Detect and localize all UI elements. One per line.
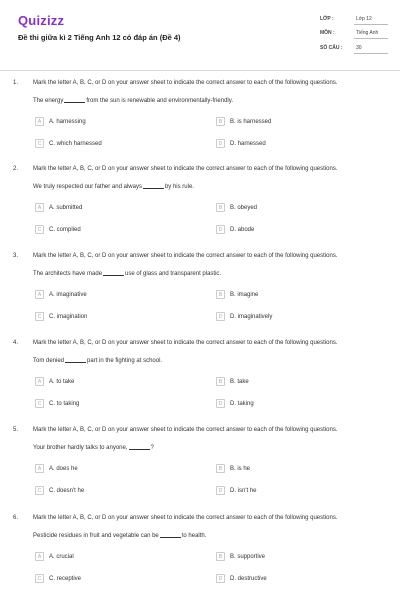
answer-option[interactable] — [216, 574, 267, 583]
option-text: D. destructive — [230, 575, 267, 582]
question-5 — [0, 427, 400, 513]
option-text: B. is harnessed — [230, 118, 272, 125]
option-letter-box[interactable]: B — [216, 117, 225, 126]
question-text — [33, 533, 206, 539]
option-text: B. imagine — [230, 291, 259, 298]
header-divider — [0, 70, 400, 71]
question-number: 2. — [13, 166, 19, 172]
question-text-after: by his rule. — [164, 184, 194, 190]
answer-blank — [143, 188, 164, 189]
option-letter-box[interactable]: D — [216, 312, 225, 321]
option-text: A. harnessing — [49, 118, 86, 125]
option-text: D. taking — [230, 400, 254, 407]
answer-option[interactable] — [35, 399, 79, 408]
answer-option[interactable] — [35, 552, 74, 561]
meta-underline — [354, 38, 388, 39]
question-text-after: part in the fighting at school. — [87, 358, 163, 364]
meta-label: MÔN : — [320, 30, 335, 36]
quizizz-logo: Quizizz — [18, 13, 65, 28]
answer-option[interactable] — [35, 464, 78, 473]
question-number: 4. — [13, 340, 19, 346]
option-text: D. abode — [230, 226, 255, 233]
answer-option[interactable] — [35, 312, 87, 321]
question-1 — [0, 80, 400, 166]
question-text-before: The architects have made — [33, 271, 103, 277]
option-text: C. to taking — [49, 400, 80, 407]
option-letter-box[interactable]: B — [216, 290, 225, 299]
answer-option[interactable] — [35, 203, 82, 212]
option-text: B. take — [230, 378, 249, 385]
question-text — [33, 358, 162, 364]
question-text-before: Tom denied — [33, 358, 65, 364]
option-text: A. imaginative — [49, 291, 87, 298]
answer-option[interactable] — [216, 203, 257, 212]
meta-value: Tiếng Anh — [356, 30, 379, 36]
meta-underline — [354, 53, 388, 54]
question-number: 1. — [13, 80, 19, 86]
question-instruction: Mark the letter A, B, C, or D on your answer sheet to indicate the correct answer to each of the following questions. — [33, 427, 338, 433]
option-letter-box[interactable]: A — [35, 552, 44, 561]
meta-question-count — [320, 42, 390, 55]
answer-option[interactable] — [35, 377, 74, 386]
option-letter-box[interactable]: D — [216, 486, 225, 495]
question-number: 6. — [13, 515, 19, 521]
question-text-before: Your brother hardly talks to anyone, — [33, 445, 128, 451]
question-instruction: Mark the letter A, B, C, or D on your answer sheet to indicate the correct answer to each of the following questions. — [33, 340, 338, 346]
meta-subject — [320, 27, 390, 40]
question-instruction: Mark the letter A, B, C, or D on your answer sheet to indicate the correct answer to each of the following questions. — [33, 80, 338, 86]
option-text: A. to take — [49, 378, 75, 385]
question-text-before: The energy — [33, 98, 64, 104]
question-text-after: to health. — [181, 533, 207, 539]
meta-label: LỚP : — [320, 16, 334, 22]
option-text: B. obeyed — [230, 204, 258, 211]
option-text: D. isn't he — [230, 487, 257, 494]
answer-option[interactable] — [216, 377, 249, 386]
answer-option[interactable] — [216, 290, 258, 299]
worksheet-title: Đề thi giữa kì 2 Tiếng Anh 12 có đáp án (Đề 4) — [18, 33, 181, 42]
option-letter-box[interactable]: A — [35, 203, 44, 212]
option-text: C. which harnessed — [49, 140, 102, 147]
question-instruction: Mark the letter A, B, C, or D on your answer sheet to indicate the correct answer to each of the following questions. — [33, 253, 338, 259]
option-letter-box[interactable]: D — [216, 139, 225, 148]
answer-option[interactable] — [216, 139, 266, 148]
question-2 — [0, 166, 400, 252]
answer-option[interactable] — [216, 225, 254, 234]
meta-value: Lớp 12 — [356, 16, 372, 22]
option-letter-box[interactable]: C — [35, 225, 44, 234]
meta-label: SỐ CÂU : — [320, 45, 343, 51]
option-letter-box[interactable]: A — [35, 290, 44, 299]
answer-blank — [160, 537, 181, 538]
question-text-after: use of glass and transparent plastic. — [125, 271, 222, 277]
answer-blank — [129, 449, 150, 450]
answer-option[interactable] — [216, 117, 271, 126]
option-letter-box[interactable]: B — [216, 377, 225, 386]
question-text-before: Pesticide residues in fruit and vegetable can be — [33, 533, 159, 539]
answer-blank — [65, 362, 86, 363]
question-number: 3. — [13, 253, 19, 259]
question-4 — [0, 340, 400, 426]
question-instruction: Mark the letter A, B, C, or D on your answer sheet to indicate the correct answer to each of the following questions. — [33, 166, 338, 172]
question-text-after: from the sun is renewable and environmentally-friendly. — [86, 98, 233, 104]
answer-option[interactable] — [216, 312, 272, 321]
option-letter-box[interactable]: B — [216, 464, 225, 473]
worksheet-header — [0, 0, 400, 70]
option-letter-box[interactable]: B — [216, 552, 225, 561]
answer-option[interactable] — [35, 574, 81, 583]
question-text — [33, 184, 194, 190]
answer-blank — [103, 275, 124, 276]
question-text — [33, 98, 233, 104]
option-letter-box[interactable]: A — [35, 377, 44, 386]
meta-class — [320, 13, 390, 26]
option-text: A. submitted — [49, 204, 83, 211]
answer-option[interactable] — [35, 290, 87, 299]
option-text: D. imaginatively — [230, 313, 273, 320]
option-text: C. receptive — [49, 575, 82, 582]
option-text: C. complied — [49, 226, 81, 233]
question-3 — [0, 253, 400, 339]
option-letter-box[interactable]: C — [35, 486, 44, 495]
question-text — [33, 445, 154, 451]
option-letter-box[interactable]: C — [35, 312, 44, 321]
meta-value: 30 — [356, 45, 362, 51]
answer-option[interactable] — [35, 139, 102, 148]
option-text: D. harnessed — [230, 140, 266, 147]
answer-option[interactable] — [35, 486, 84, 495]
answer-option[interactable] — [216, 486, 257, 495]
question-text-after: ? — [150, 445, 154, 451]
option-text: A. does he — [49, 465, 78, 472]
question-number: 5. — [13, 427, 19, 433]
option-letter-box[interactable]: D — [216, 399, 225, 408]
option-letter-box[interactable]: B — [216, 203, 225, 212]
option-letter-box[interactable]: A — [35, 464, 44, 473]
option-letter-box[interactable]: A — [35, 117, 44, 126]
option-letter-box[interactable]: D — [216, 225, 225, 234]
option-letter-box[interactable]: C — [35, 574, 44, 583]
option-text: C. imagination — [49, 313, 88, 320]
meta-underline — [354, 24, 388, 25]
question-text — [33, 271, 221, 277]
option-text: C. doesn't he — [49, 487, 85, 494]
answer-option[interactable] — [35, 225, 81, 234]
option-letter-box[interactable]: C — [35, 139, 44, 148]
answer-option[interactable] — [35, 117, 86, 126]
answer-blank — [64, 102, 85, 103]
option-text: B. supportive — [230, 553, 266, 560]
option-letter-box[interactable]: C — [35, 399, 44, 408]
option-text: A. crucial — [49, 553, 74, 560]
option-letter-box[interactable]: D — [216, 574, 225, 583]
answer-option[interactable] — [216, 552, 265, 561]
question-instruction: Mark the letter A, B, C, or D on your answer sheet to indicate the correct answer to each of the following questions. — [33, 515, 338, 521]
answer-option[interactable] — [216, 464, 250, 473]
answer-option[interactable] — [216, 399, 254, 408]
question-6 — [0, 515, 400, 600]
option-text: B. is he — [230, 465, 251, 472]
question-text-before: We truly respected our father and always — [33, 184, 142, 190]
